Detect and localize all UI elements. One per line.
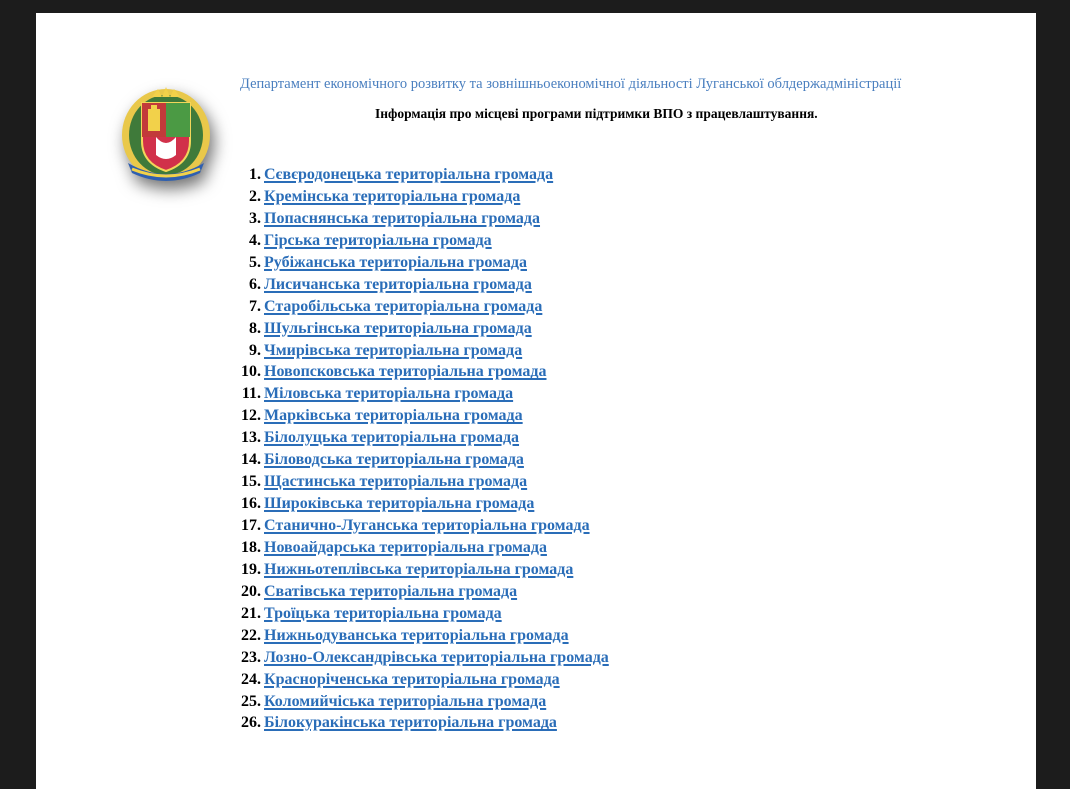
list-item <box>236 449 609 471</box>
list-item-number: 6. <box>249 275 261 293</box>
list-item <box>236 603 609 625</box>
list-item <box>236 625 609 647</box>
community-link[interactable]: Станично-Луганська територіальна громада <box>264 517 590 534</box>
community-link[interactable]: Сватівська територіальна громада <box>264 582 518 600</box>
community-link[interactable]: Троїцька територіальна громада <box>264 604 502 622</box>
community-link[interactable]: Новоайдарська територіальна громада <box>264 538 547 556</box>
community-link[interactable]: Широківська територіальна громада <box>264 495 535 513</box>
community-link[interactable]: Попаснянська територіальна громада <box>264 209 541 227</box>
community-link[interactable]: Кремінська територіальна громада <box>264 187 521 205</box>
list-item <box>236 581 609 603</box>
list-item-number: 5. <box>249 253 261 271</box>
list-item <box>236 340 609 362</box>
list-item <box>236 669 609 691</box>
list-item <box>236 318 609 340</box>
community-link[interactable]: Марківська територіальна громада <box>264 407 523 425</box>
community-link[interactable]: Нижньотеплівська територіальна громада <box>264 560 574 578</box>
community-link[interactable]: Білокуракінська територіальна громада <box>264 714 557 732</box>
list-item-number: 21. <box>241 604 261 622</box>
community-link[interactable]: Нижньодуванська територіальна громада <box>264 626 569 644</box>
community-link[interactable]: Коломийчіська територіальна громада <box>264 692 547 710</box>
list-item <box>236 691 609 713</box>
community-link[interactable]: Щастинська територіальна громада <box>264 473 528 491</box>
list-item-number: 4. <box>249 231 261 249</box>
list-item-number: 12. <box>241 407 261 425</box>
list-item-number: 16. <box>241 495 261 513</box>
community-link[interactable]: Білолуцька територіальна громада <box>264 429 520 447</box>
list-item-number: 17. <box>241 517 261 534</box>
list-item-number: 14. <box>241 451 261 469</box>
list-item <box>236 405 609 427</box>
community-link[interactable]: Старобільська територіальна громада <box>264 297 543 315</box>
list-item <box>236 712 609 734</box>
list-item <box>236 647 609 669</box>
community-link[interactable]: Лозно-Олександрівська територіальна громада <box>264 648 609 666</box>
community-link[interactable]: Шульгінська територіальна громада <box>264 319 532 337</box>
list-item-number: 15. <box>241 473 261 491</box>
list-item-number: 20. <box>241 582 261 600</box>
community-link[interactable]: Сєвєродонецька територіальна громада <box>264 166 554 183</box>
community-link[interactable]: Гірська територіальна громада <box>264 231 492 249</box>
list-item <box>236 296 609 318</box>
list-item-number: 23. <box>241 648 261 666</box>
community-link[interactable]: Чмирівська територіальна громада <box>264 341 523 359</box>
community-link[interactable]: Новопсковська територіальна громада <box>264 363 547 381</box>
department-title: Департамент економічного розвитку та зовнішньоекономічної діяльності Луганської облдержадміністрації <box>240 76 902 92</box>
community-list <box>236 164 609 734</box>
list-item-number: 13. <box>241 429 261 447</box>
list-item-number: 9. <box>249 341 261 359</box>
document-page <box>36 13 1036 789</box>
list-item-number: 8. <box>249 319 261 337</box>
list-item-number: 22. <box>241 626 261 644</box>
list-item-number: 26. <box>241 714 261 732</box>
community-link[interactable]: Міловська територіальна громада <box>264 385 514 403</box>
coat-of-arms-icon <box>118 85 214 185</box>
list-item-number: 7. <box>249 297 261 315</box>
list-item-number: 11. <box>241 385 261 403</box>
list-item <box>236 186 609 208</box>
page-subtitle: Інформація про місцеві програми підтримки ВПО з працевлаштування. <box>375 106 818 121</box>
list-item <box>236 493 609 515</box>
list-item <box>236 427 609 449</box>
list-item <box>236 361 609 383</box>
list-item <box>236 515 609 537</box>
list-item <box>236 559 609 581</box>
community-link[interactable]: Лисичанська територіальна громада <box>264 275 532 293</box>
list-item <box>236 208 609 230</box>
list-item-number: 3. <box>249 209 261 227</box>
list-item-number: 2. <box>249 187 261 205</box>
community-link[interactable]: Біловодська територіальна громада <box>264 451 524 469</box>
list-item-number: 25. <box>241 692 261 710</box>
community-link[interactable]: Красноріченська територіальна громада <box>264 670 560 688</box>
list-item <box>236 471 609 493</box>
community-link[interactable]: Рубіжанська територіальна громада <box>264 253 527 271</box>
list-item-number: 10. <box>241 363 261 381</box>
list-item <box>236 383 609 405</box>
list-item-number: 18. <box>241 538 261 556</box>
list-item-number: 1. <box>249 166 261 183</box>
list-item <box>236 274 609 296</box>
list-item-number: 19. <box>241 560 261 578</box>
list-item <box>236 230 609 252</box>
list-item <box>236 252 609 274</box>
list-item <box>236 164 609 186</box>
list-item <box>236 537 609 559</box>
list-item-number: 24. <box>241 670 261 688</box>
